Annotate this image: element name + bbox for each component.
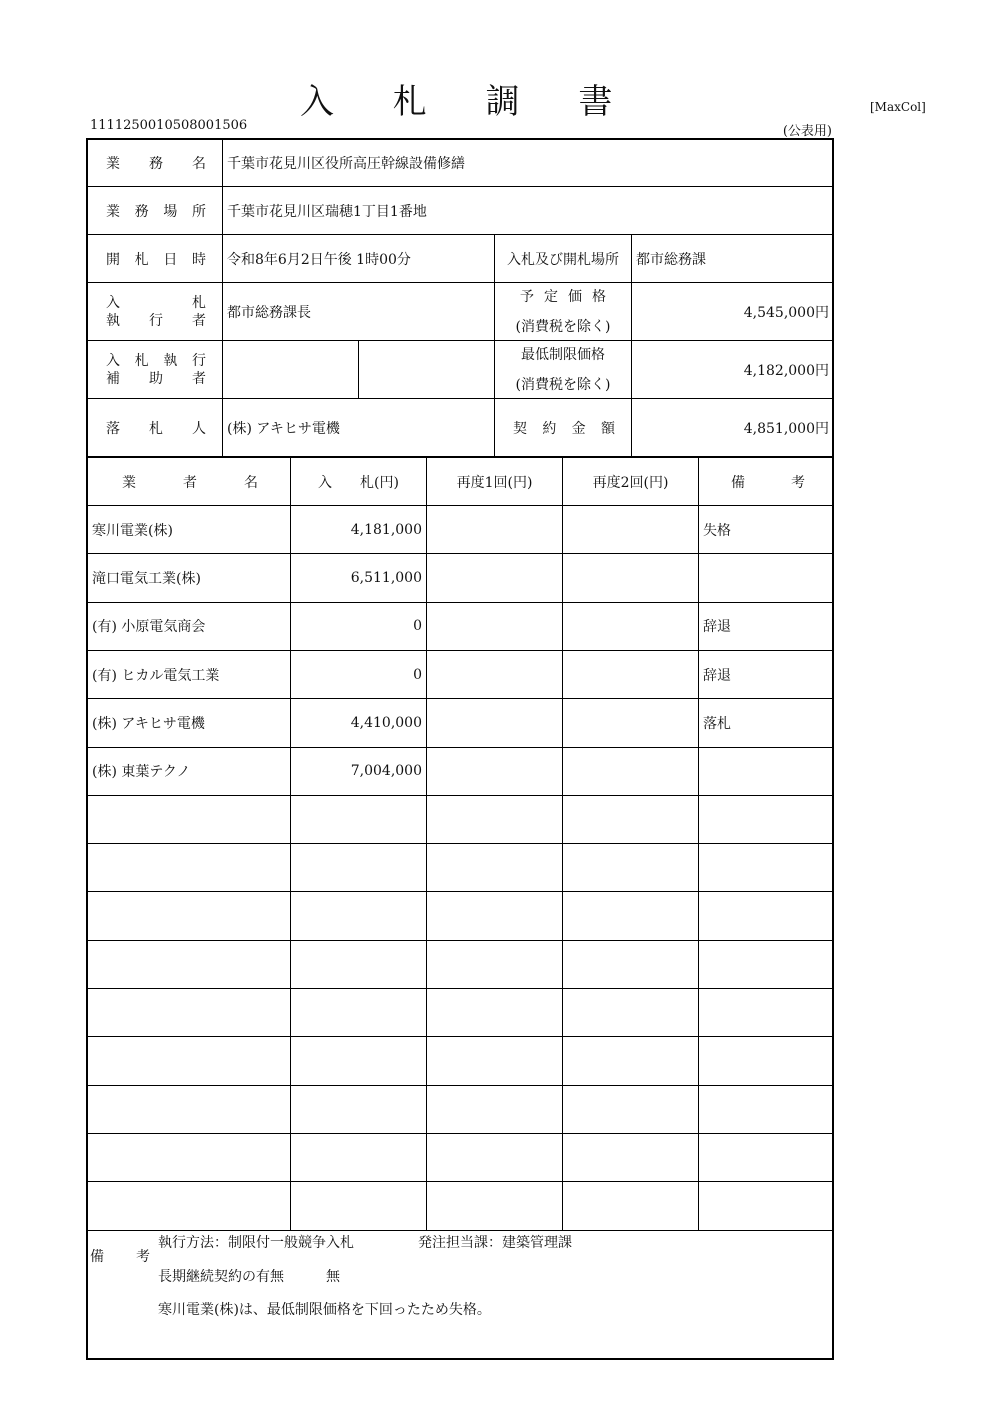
company-name-cell bbox=[88, 1134, 290, 1181]
long-term-contract-value: 無 bbox=[326, 1269, 340, 1285]
bid-amount-cell bbox=[291, 1134, 426, 1181]
rebid2-cell bbox=[563, 699, 698, 746]
rebid2-cell bbox=[563, 603, 698, 650]
company-name-cell: (有) 小原電気商会 bbox=[92, 619, 206, 636]
rebid1-cell bbox=[427, 1037, 562, 1084]
winner-value: (株) アキヒサ電機 bbox=[227, 420, 340, 437]
note-cell: 辞退 bbox=[703, 667, 731, 684]
company-name-cell bbox=[88, 989, 290, 1036]
bid-amount-cell bbox=[291, 796, 426, 843]
rebid1-cell bbox=[427, 796, 562, 843]
location-label: 業 務 場 所 bbox=[106, 203, 206, 220]
rebid2-cell bbox=[563, 554, 698, 601]
note-cell bbox=[699, 989, 833, 1036]
contract-amount-label: 契 約 金 額 bbox=[513, 420, 615, 437]
remarks-note: 寒川電業(株)は、最低制限価格を下回ったため失格。 bbox=[158, 1302, 491, 1318]
rebid2-cell bbox=[563, 651, 698, 698]
rebid1-cell bbox=[427, 651, 562, 698]
rebid1-cell bbox=[427, 748, 562, 795]
page-title: 入 札 調 書 bbox=[300, 82, 637, 122]
company-name-cell: 寒川電業(株) bbox=[92, 522, 173, 539]
rebid2-cell bbox=[563, 1086, 698, 1133]
executor-label: 入 札 執 行 者 bbox=[106, 294, 206, 329]
rebid1-cell bbox=[427, 1134, 562, 1181]
note-cell: 失格 bbox=[703, 522, 731, 539]
rebid2-cell bbox=[563, 941, 698, 988]
note-cell bbox=[699, 941, 833, 988]
company-name-cell: 滝口電気工業(株) bbox=[92, 570, 201, 587]
note-cell bbox=[699, 748, 833, 795]
bid-amount-cell: 4,410,000 bbox=[350, 714, 422, 731]
bid-amount-cell: 6,511,000 bbox=[350, 569, 422, 586]
note-cell bbox=[699, 1182, 833, 1229]
location-value: 千葉市花見川区瑞穂1丁目1番地 bbox=[227, 203, 427, 220]
rebid1-cell bbox=[427, 699, 562, 746]
place-label: 入札及び開札場所 bbox=[507, 251, 619, 268]
assistant-label: 入 札 執 行 補 助 者 bbox=[106, 352, 206, 387]
company-name-cell: (株) アキヒサ電機 bbox=[92, 715, 205, 732]
bid-amount-cell: 7,004,000 bbox=[350, 763, 422, 780]
note-cell bbox=[699, 554, 833, 601]
bid-amount-cell bbox=[291, 844, 426, 891]
remarks-label: 備 考 bbox=[90, 1249, 150, 1265]
rebid1-cell bbox=[427, 554, 562, 601]
rebid1-cell bbox=[427, 1086, 562, 1133]
bid-amount-cell bbox=[291, 892, 426, 939]
company-name-cell bbox=[88, 1037, 290, 1084]
rebid2-cell bbox=[563, 892, 698, 939]
company-name-cell bbox=[88, 1182, 290, 1229]
opening-datetime-value: 令和8年6月2日午後 1時00分 bbox=[227, 251, 411, 268]
bid-amount-cell bbox=[291, 1182, 426, 1229]
rebid1-cell bbox=[427, 989, 562, 1036]
column-header-note: 備 考 bbox=[731, 474, 805, 491]
bid-amount-cell bbox=[291, 1037, 426, 1084]
bid-amount-cell: 0 bbox=[413, 618, 422, 635]
grid-line bbox=[86, 1230, 834, 1231]
long-term-contract-label: 長期継続契約の有無 bbox=[158, 1269, 284, 1285]
note-cell bbox=[699, 796, 833, 843]
rebid1-cell bbox=[427, 941, 562, 988]
winner-label: 落 札 人 bbox=[106, 420, 206, 437]
note-cell: 落札 bbox=[703, 715, 731, 732]
business-name-label: 業 務 名 bbox=[106, 155, 206, 172]
bid-amount-cell: 0 bbox=[413, 666, 422, 683]
min-price-label: 最低制限価格 (消費税を除く) bbox=[515, 346, 611, 393]
rebid2-cell bbox=[563, 748, 698, 795]
document-id: 1111250010508001506 bbox=[90, 118, 248, 133]
company-name-cell bbox=[88, 844, 290, 891]
department: 発注担当課：建築管理課 bbox=[418, 1235, 572, 1251]
opening-datetime-label: 開 札 日 時 bbox=[106, 251, 206, 268]
grid-line bbox=[358, 341, 359, 398]
note-cell bbox=[699, 1086, 833, 1133]
rebid2-cell bbox=[563, 1182, 698, 1229]
rebid1-cell bbox=[427, 603, 562, 650]
note-cell bbox=[699, 1134, 833, 1181]
column-header-rebid1: 再度1回(円) bbox=[456, 474, 533, 491]
note-cell bbox=[699, 1037, 833, 1084]
business-name-value: 千葉市花見川区役所高圧幹線設備修繕 bbox=[227, 155, 465, 172]
bid-amount-cell bbox=[291, 941, 426, 988]
note-cell bbox=[699, 844, 833, 891]
contract-amount-value: 4,851,000円 bbox=[743, 420, 829, 437]
max-col-marker: [MaxCol] bbox=[870, 100, 926, 114]
rebid2-cell bbox=[563, 989, 698, 1036]
rebid2-cell bbox=[563, 1134, 698, 1181]
rebid1-cell bbox=[427, 844, 562, 891]
place-value: 都市総務課 bbox=[636, 251, 706, 268]
column-header-bid: 入 札(円) bbox=[318, 474, 399, 491]
min-price-value: 4,182,000円 bbox=[743, 362, 829, 379]
rebid1-cell bbox=[427, 506, 562, 553]
public-label: (公表用) bbox=[782, 124, 832, 139]
planned-price-label: 予 定 価 格 (消費税を除く) bbox=[515, 288, 611, 335]
planned-price-value: 4,545,000円 bbox=[743, 304, 829, 321]
rebid2-cell bbox=[563, 506, 698, 553]
rebid2-cell bbox=[563, 1037, 698, 1084]
note-cell: 辞退 bbox=[703, 619, 731, 636]
company-name-cell: (株) 東葉テクノ bbox=[92, 764, 191, 781]
column-header-rebid2: 再度2回(円) bbox=[592, 474, 669, 491]
bid-amount-cell: 4,181,000 bbox=[350, 521, 422, 538]
rebid1-cell bbox=[427, 1182, 562, 1229]
column-header-company: 業 者 名 bbox=[122, 474, 258, 491]
company-name-cell bbox=[88, 796, 290, 843]
executor-value: 都市総務課長 bbox=[227, 304, 311, 321]
company-name-cell bbox=[88, 1086, 290, 1133]
company-name-cell bbox=[88, 941, 290, 988]
company-name-cell: (有) ヒカル電気工業 bbox=[92, 667, 220, 684]
bid-amount-cell bbox=[291, 1086, 426, 1133]
rebid1-cell bbox=[427, 892, 562, 939]
note-cell bbox=[699, 892, 833, 939]
execution-method: 執行方法：制限付一般競争入札 bbox=[158, 1235, 354, 1251]
bid-amount-cell bbox=[291, 989, 426, 1036]
company-name-cell bbox=[88, 892, 290, 939]
rebid2-cell bbox=[563, 844, 698, 891]
rebid2-cell bbox=[563, 796, 698, 843]
